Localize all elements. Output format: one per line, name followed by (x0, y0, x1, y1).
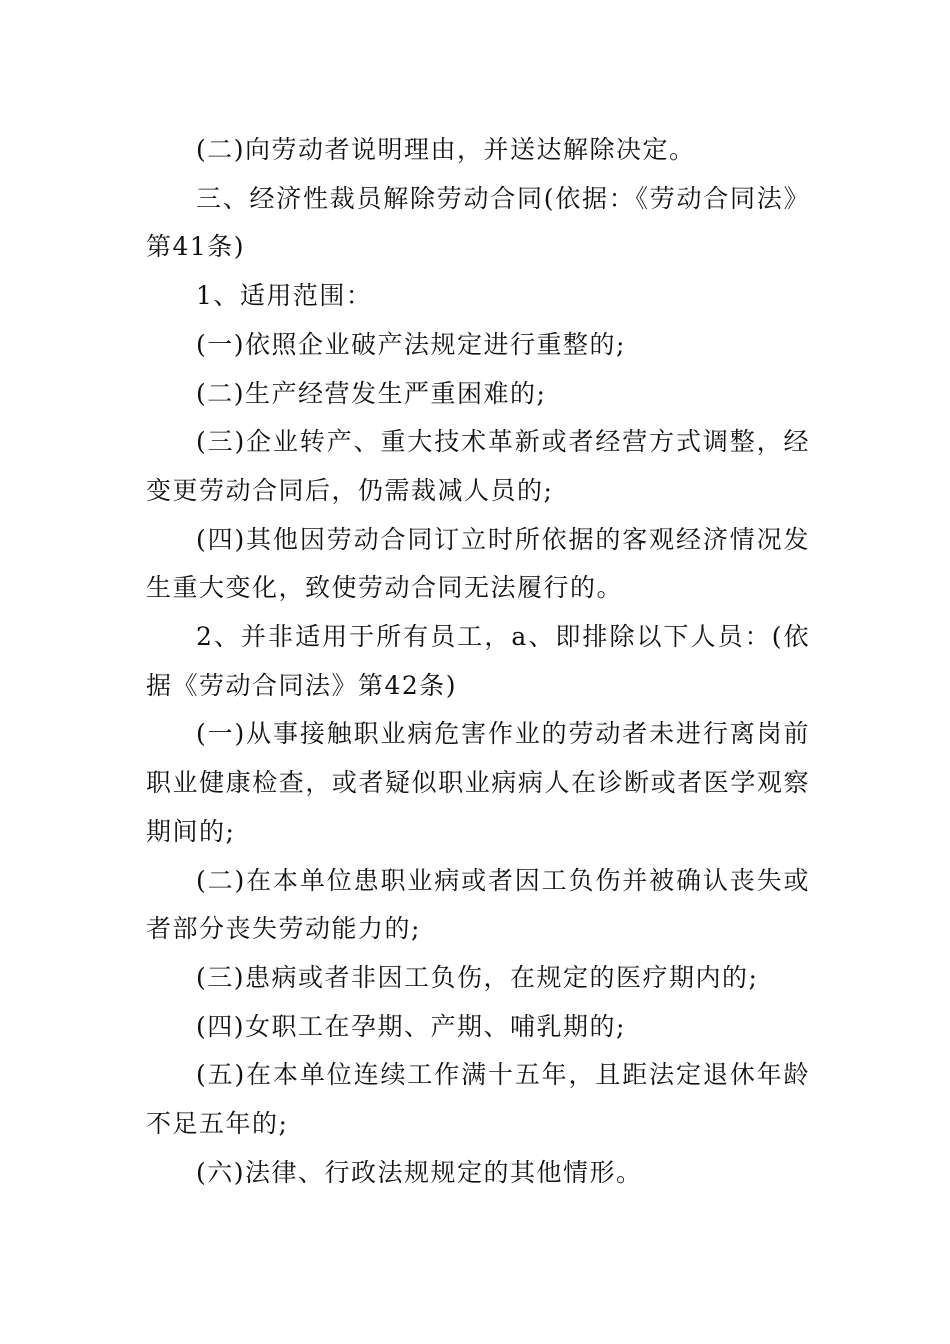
paragraph-scope-item-2: (二)生产经营发生严重困难的; (196, 378, 547, 408)
paragraph-exclusion-item-6: (六)法律、行政法规规定的其他情形。 (196, 1157, 643, 1187)
document-body (146, 126, 810, 1197)
paragraph-scope-item-3: (三)企业转产、重大技术革新或者经营方式调整，经变更劳动合同后，仍需裁减人员的; (146, 427, 810, 505)
paragraph-exclusion-item-2: (二)在本单位患职业病或者因工负伤并被确认丧失或者部分丧失劳动能力的; (146, 865, 810, 944)
paragraph-notice-delivery: (二)向劳动者说明理由，并送达解除决定。 (196, 135, 696, 164)
paragraph-economic-layoff-heading: 三、经济性裁员解除劳动合同(依据：《劳动合同法》第41条) (146, 183, 810, 262)
paragraph-scope-item-4: (四)其他因劳动合同订立时所依据的客观经济情况发生重大变化，致使劳动合同无法履行的。 (146, 524, 810, 603)
paragraph-exclusion-item-1: (一)从事接触职业病危害作业的劳动者未进行离岗前职业健康检查，或者疑似职业病病人在诊断或者医学观察期间的; (146, 719, 810, 846)
paragraph-exclusion-item-4: (四)女职工在孕期、产期、哺乳期的; (196, 1011, 626, 1041)
paragraph-exclusion-heading: 2、并非适用于所有员工，a、即排除以下人员：(依据《劳动合同法》第42条) (146, 622, 810, 700)
paragraph-scope-item-1: (一)依照企业破产法规定进行重整的; (196, 329, 626, 359)
paragraph-exclusion-item-5: (五)在本单位连续工作满十五年，且距法定退休年龄不足五年的; (146, 1060, 810, 1139)
paragraph-exclusion-item-3: (三)患病或者非因工负伤，在规定的医疗期内的; (196, 962, 759, 992)
paragraph-scope-heading: 1、适用范围： (196, 281, 373, 311)
